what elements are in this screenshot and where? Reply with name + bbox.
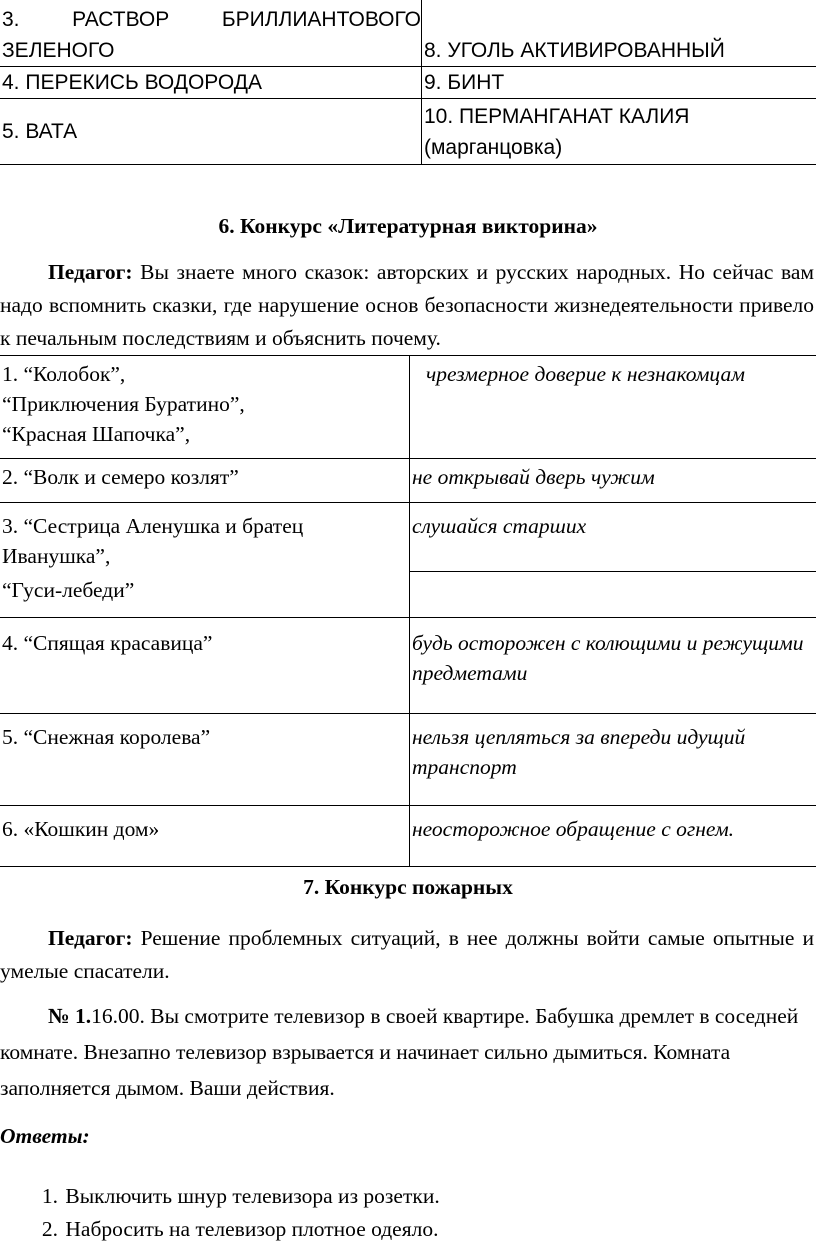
tale-cell <box>0 356 410 459</box>
supplies-cell <box>0 67 422 99</box>
lesson-cell <box>410 618 816 714</box>
lesson-text: не открывай дверь чужим <box>412 465 655 489</box>
supplies-item-text: 3. РАСТВОР БРИЛЛИАНТОВОГО <box>2 8 421 31</box>
lesson-text: неосторожное обращение с огнем. <box>412 817 735 841</box>
lesson-text: нельзя цепляться за впереди идущий транспорт <box>412 725 746 779</box>
section-6-intro <box>0 242 814 355</box>
lesson-text: будь осторожен с колющими и режущими предметами <box>412 631 804 685</box>
supplies-item-text: 5. ВАТА <box>2 120 78 143</box>
list-item <box>0 1180 440 1213</box>
supplies-cell <box>422 99 816 165</box>
supplies-cell <box>0 0 422 67</box>
tale-title: 3. “Сестрица Аленушка и братец Иванушка”, <box>2 514 304 568</box>
teacher-label: Педагог: <box>48 260 133 284</box>
teacher-label: Педагог: <box>48 926 133 950</box>
supplies-item-text: (марганцовка) <box>424 135 563 159</box>
supplies-cell <box>422 67 816 99</box>
section-7-title: 7. Конкурс пожарных <box>303 875 513 899</box>
task-label: № 1. <box>48 1004 92 1028</box>
quiz-row <box>0 571 816 618</box>
lesson-text: слушайся старших <box>412 514 587 538</box>
lesson-cell <box>410 714 816 806</box>
supplies-cell <box>0 99 422 165</box>
quiz-row <box>0 714 816 806</box>
tale-cell <box>0 714 410 806</box>
tale-title: “Гуси-лебеди” <box>2 578 135 602</box>
supplies-table <box>0 0 816 165</box>
supplies-item-text: 10. ПЕРМАНГАНАТ КАЛИЯ <box>424 104 690 128</box>
tale-cell <box>0 618 410 714</box>
list-item <box>0 1213 440 1246</box>
task-text: 16.00. Вы смотрите телевизор в своей квартире. Бабушка дремлет в соседней комнате. Внезапно телевизор взрывается и начинает сильно дымиться. Комната заполняется дымом. Ваши действия. <box>0 1004 799 1100</box>
tale-cell <box>0 571 410 618</box>
quiz-table <box>0 355 816 867</box>
quiz-row <box>0 356 816 459</box>
supplies-item-text: 4. ПЕРЕКИСЬ ВОДОРОДА <box>2 71 262 94</box>
list-item-text: Набросить на телевизор плотное одеяло. <box>65 1217 439 1241</box>
list-item-text: Выключить шнур телевизора из розетки. <box>65 1184 440 1208</box>
supplies-item-text: 9. БИНТ <box>424 71 505 94</box>
supplies-row <box>0 67 816 99</box>
lesson-cell <box>410 356 816 459</box>
tale-cell <box>0 503 410 572</box>
tale-title: 1. “Колобок”, <box>2 362 126 386</box>
lesson-cell <box>410 806 816 867</box>
supplies-row <box>0 0 816 67</box>
tale-title: “Приключения Буратино”, <box>2 392 245 416</box>
answers-label: Ответы: <box>0 1124 90 1148</box>
supplies-item-text: 8. УГОЛЬ АКТИВИРОВАННЫЙ <box>424 39 725 62</box>
list-item-number: 2. <box>41 1217 58 1241</box>
quiz-row <box>0 503 816 572</box>
section-6-intro-text: Вы знаете много сказок: авторских и русских народных. Но сейчас вам надо вспомнить сказки, где нарушение основ безопасности жизнедеятельности привело к печальным последствиям и объяснить почему. <box>0 260 814 350</box>
supplies-item-text: ЗЕЛЕНОГО <box>2 39 115 62</box>
tale-title: 6. «Кошкин дом» <box>2 817 160 841</box>
list-item-number: 1. <box>41 1184 58 1208</box>
lesson-cell <box>410 571 816 618</box>
quiz-row <box>0 618 816 714</box>
tale-cell <box>0 806 410 867</box>
section-7-intro <box>0 922 814 988</box>
tale-title: 4. “Спящая красавица” <box>2 631 213 655</box>
section-7-intro-text: Решение проблемных ситуаций, в нее должны войти самые опытные и умелые спасатели. <box>0 926 814 983</box>
answers-list <box>0 1180 440 1246</box>
tale-title: 2. “Волк и семеро козлят” <box>2 465 239 489</box>
lesson-cell <box>410 459 816 503</box>
supplies-cell <box>422 0 816 67</box>
supplies-row <box>0 99 816 165</box>
lesson-cell <box>410 503 816 572</box>
section-6-title: 6. Конкурс «Литературная викторина» <box>218 214 598 238</box>
tale-title: 5. “Снежная королева” <box>2 725 211 749</box>
task-1 <box>0 998 814 1106</box>
quiz-row <box>0 806 816 867</box>
tale-title: “Красная Шапочка”, <box>2 422 191 446</box>
quiz-row <box>0 459 816 503</box>
tale-cell <box>0 459 410 503</box>
lesson-text: чрезмерное доверие к незнакомцам <box>426 362 745 386</box>
